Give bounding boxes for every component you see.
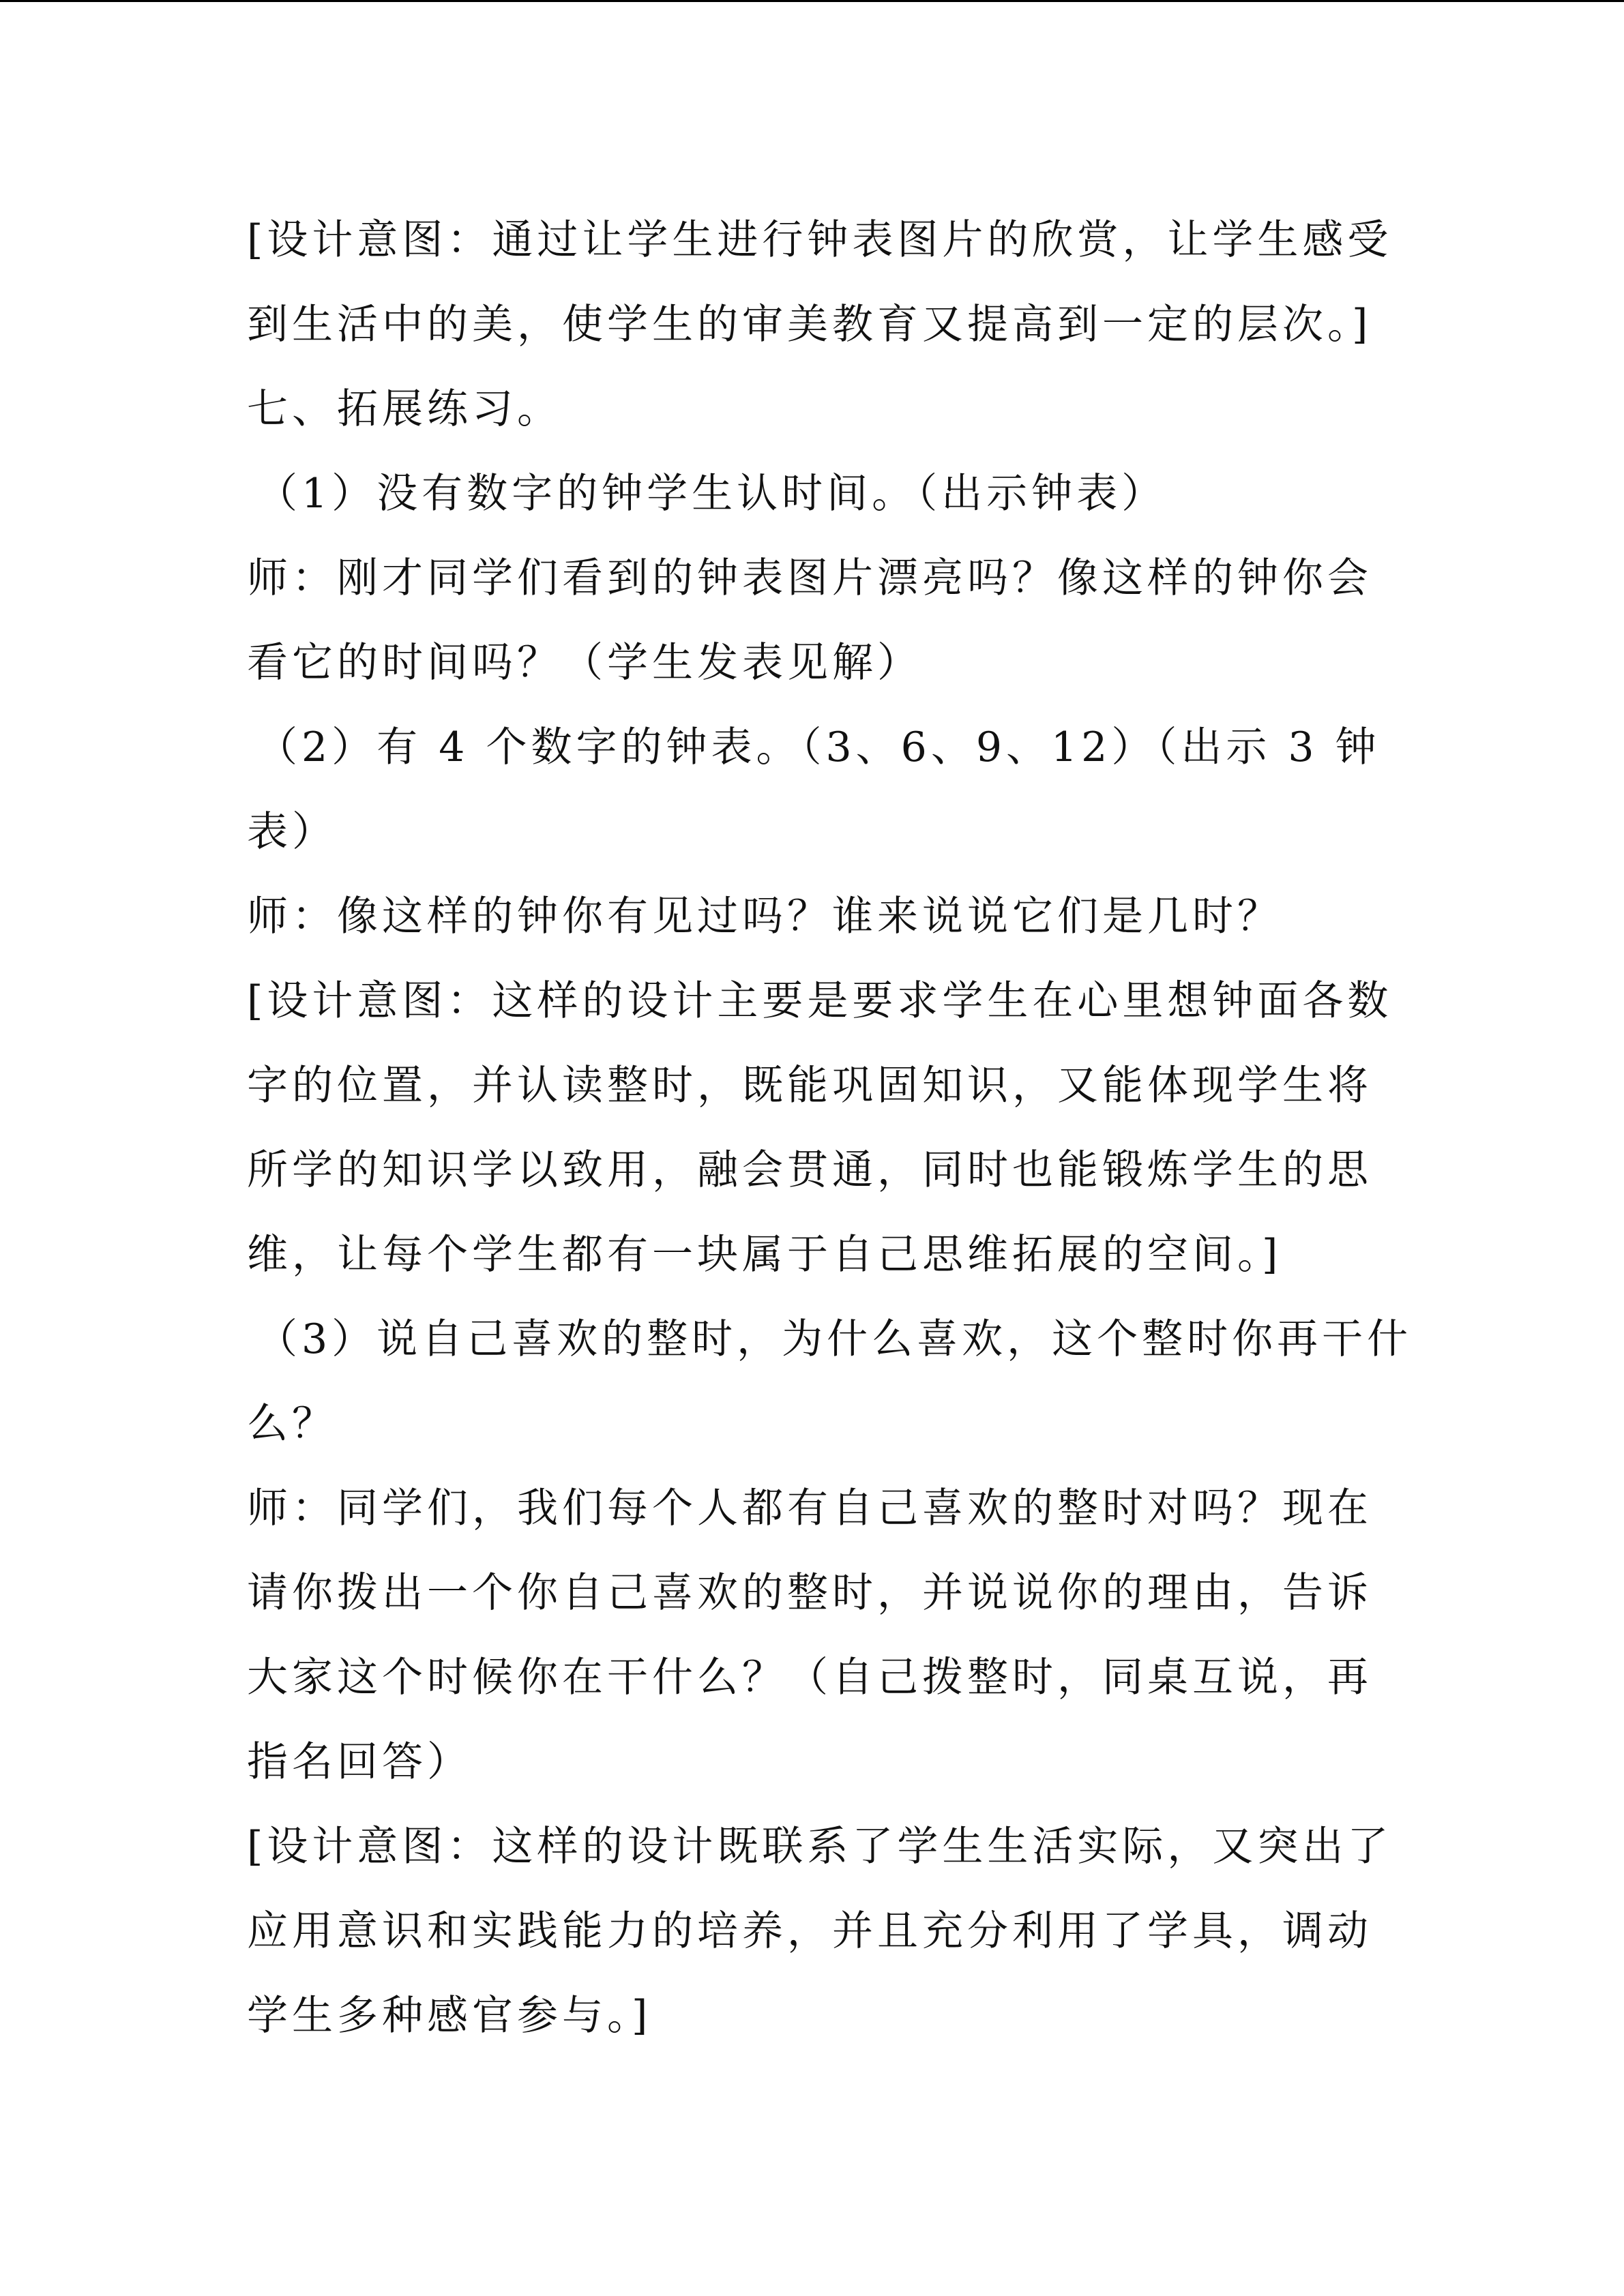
section-heading-extension-practice: 七、拓展练习。 — [247, 385, 562, 433]
teacher-question-3-line-2: 请你拨出一个你自己喜欢的整时，并说说你的理由，告诉 — [247, 1569, 1372, 1617]
design-intent-2-line-3: 所学的知识学以致用，融会贯通，同时也能锻炼学生的思 — [247, 1146, 1372, 1194]
exercise-1-title: （1）没有数字的钟学生认时间。（出示钟表） — [256, 470, 1167, 518]
design-intent-2-line-1: [设计意图：这样的设计主要是要求学生在心里想钟面各数 — [247, 977, 1393, 1025]
design-intent-3-line-3: 学生多种感官参与。] — [247, 1992, 652, 2040]
exercise-3-title-line-1: （3）说自己喜欢的整时，为什么喜欢，这个整时你再干什 — [256, 1315, 1413, 1363]
exercise-3-title-line-2: 么？ — [247, 1400, 337, 1448]
design-intent-3-line-2: 应用意识和实践能力的培养，并且充分利用了学具，调动 — [247, 1907, 1372, 1955]
teacher-question-2: 师：像这样的钟你有见过吗？谁来说说它们是几时？ — [247, 893, 1282, 940]
design-intent-1-line-2: 到生活中的美，使学生的审美教育又提高到一定的层次。] — [247, 301, 1372, 348]
design-intent-2-line-2: 字的位置，并认读整时，既能巩固知识，又能体现学生将 — [247, 1062, 1372, 1109]
teacher-question-3-line-4: 指名回答） — [247, 1738, 472, 1786]
exercise-2-title-line-2: 表） — [247, 808, 337, 856]
teacher-question-1-line-2: 看它的时间吗？（学生发表见解） — [247, 639, 922, 687]
exercise-2-title-line-1: （2）有 4 个数字的钟表。（3、6、9、12）（出示 3 钟 — [256, 724, 1381, 771]
teacher-question-3-line-3: 大家这个时候你在干什么？（自己拨整时，同桌互说，再 — [247, 1654, 1372, 1701]
design-intent-2-line-4: 维，让每个学生都有一块属于自己思维拓展的空间。] — [247, 1231, 1282, 1279]
teacher-question-1-line-1: 师：刚才同学们看到的钟表图片漂亮吗？像这样的钟你会 — [247, 554, 1372, 602]
design-intent-1-line-1: [设计意图：通过让学生进行钟表图片的欣赏，让学生感受 — [247, 216, 1393, 264]
document-body — [247, 198, 1413, 2058]
teacher-question-3-line-1: 师：同学们，我们每个人都有自己喜欢的整时对吗？现在 — [247, 1485, 1372, 1532]
design-intent-3-line-1: [设计意图：这样的设计既联系了学生生活实际，又突出了 — [247, 1823, 1393, 1870]
top-border-line — [0, 0, 1624, 2]
